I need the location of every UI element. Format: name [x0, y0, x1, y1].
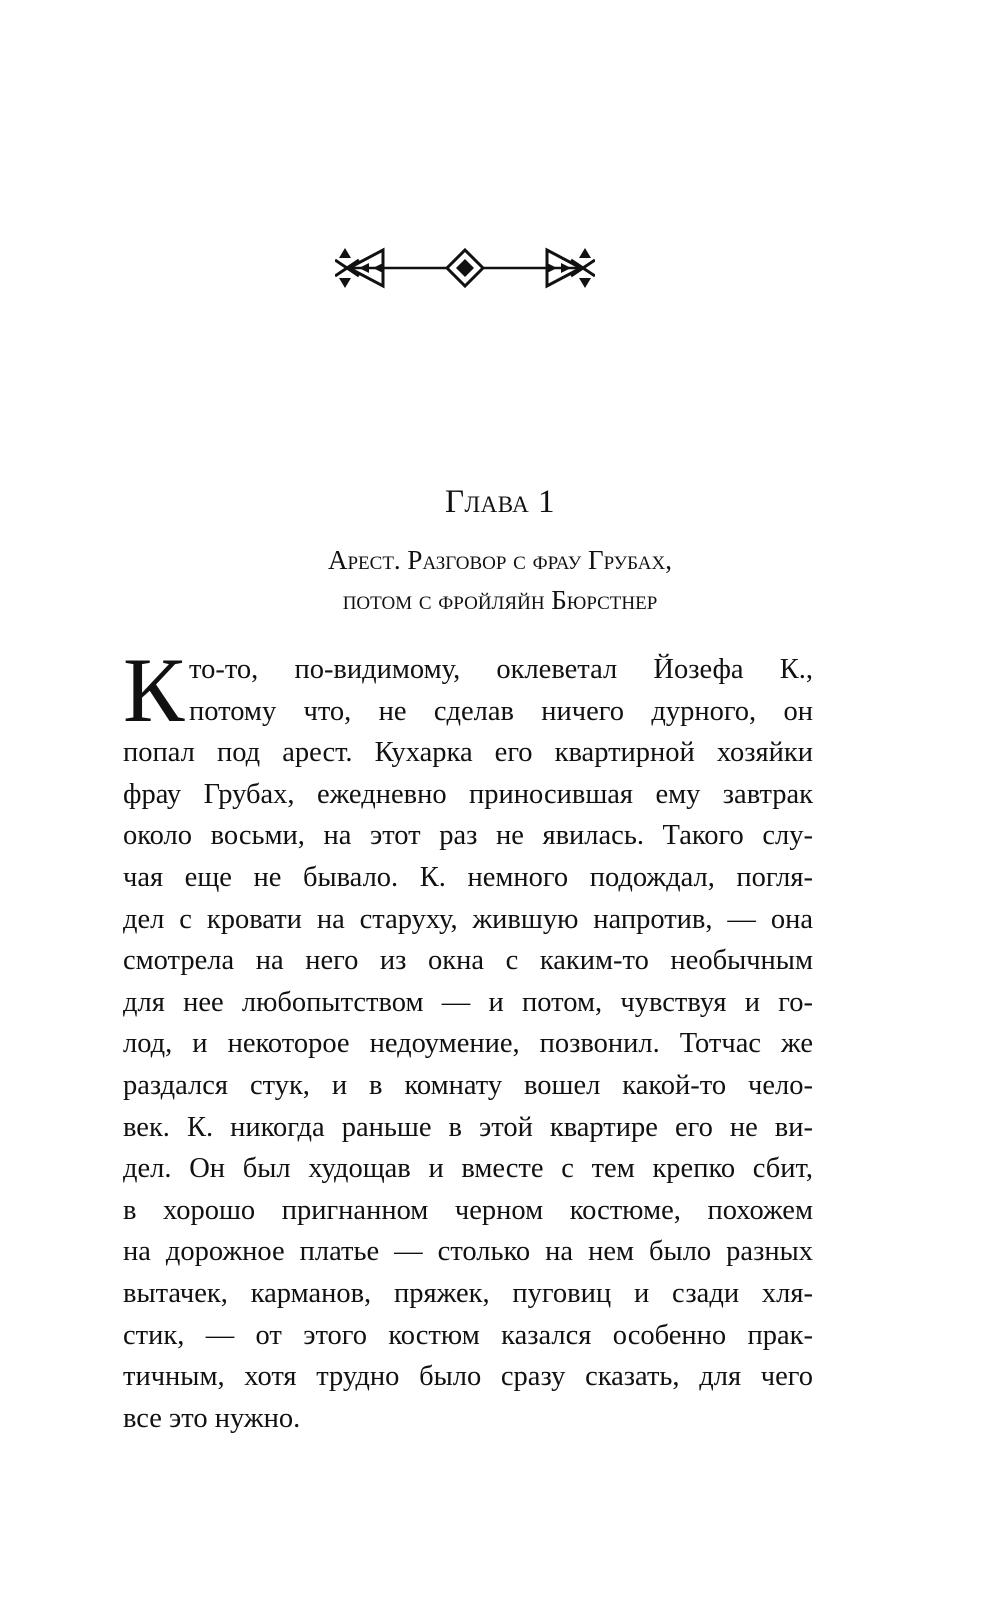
text-line: все это нужно.: [123, 1402, 301, 1434]
text-line: попал под арест. Кухарка его квартирной хозяйки: [123, 737, 813, 769]
text-line: лод, и некоторое недоумение, позвонил. Тотчас же: [123, 1028, 813, 1060]
chapter-body-text: [123, 639, 813, 1439]
text-line: в хорошо пригнанном черном костюме, похожем: [123, 1194, 813, 1226]
text-line: стик, — от этого костюм казался особенно прак-: [123, 1319, 813, 1351]
text-line: чая еще не бывало. К. немного подождал, погля-: [123, 861, 813, 893]
text-line: тичным, хотя трудно было сразу сказать, для чего: [123, 1361, 813, 1393]
text-line: потому что, не сделав ничего дурного, он: [189, 695, 813, 727]
text-line: смотрела на него из окна с каким-то необычным: [123, 945, 813, 977]
chapter-subtitle-line: потом с фройляйн Бюрстнер: [342, 585, 658, 615]
text-line: на дорожное платье — столько на нем было разных: [123, 1236, 813, 1268]
text-line: раздался стук, и в комнату вошел какой-то чело-: [123, 1069, 813, 1101]
text-line: фрау Грубах, ежедневно приносившая ему завтрак: [123, 778, 813, 810]
drop-cap: К: [123, 639, 185, 741]
text-line: дел. Он был худощав и вместе с тем крепко сбит,: [123, 1153, 813, 1185]
chapter-title: Глава 1: [444, 484, 556, 520]
text-line: век. К. никогда раньше в этой квартире его не ви-: [123, 1111, 813, 1143]
text-line: около восьми, на этот раз не явилась. Такого слу-: [123, 820, 813, 852]
text-line: вытачек, карманов, пряжек, пуговиц и сзади хля-: [123, 1277, 813, 1309]
text-line: дел с кровати на старуху, жившую напротив, — она: [123, 903, 813, 935]
text-line: то-то, по-видимому, оклеветал Йозефа К.,: [189, 654, 813, 685]
chapter-subtitle: [0, 540, 1000, 620]
text-line: для нее любопытством — и потом, чувствуя и го-: [123, 986, 813, 1018]
chapter-subtitle-line: Арест. Разговор с фрау Грубах,: [327, 545, 672, 575]
ornamental-divider-icon: [335, 242, 595, 294]
